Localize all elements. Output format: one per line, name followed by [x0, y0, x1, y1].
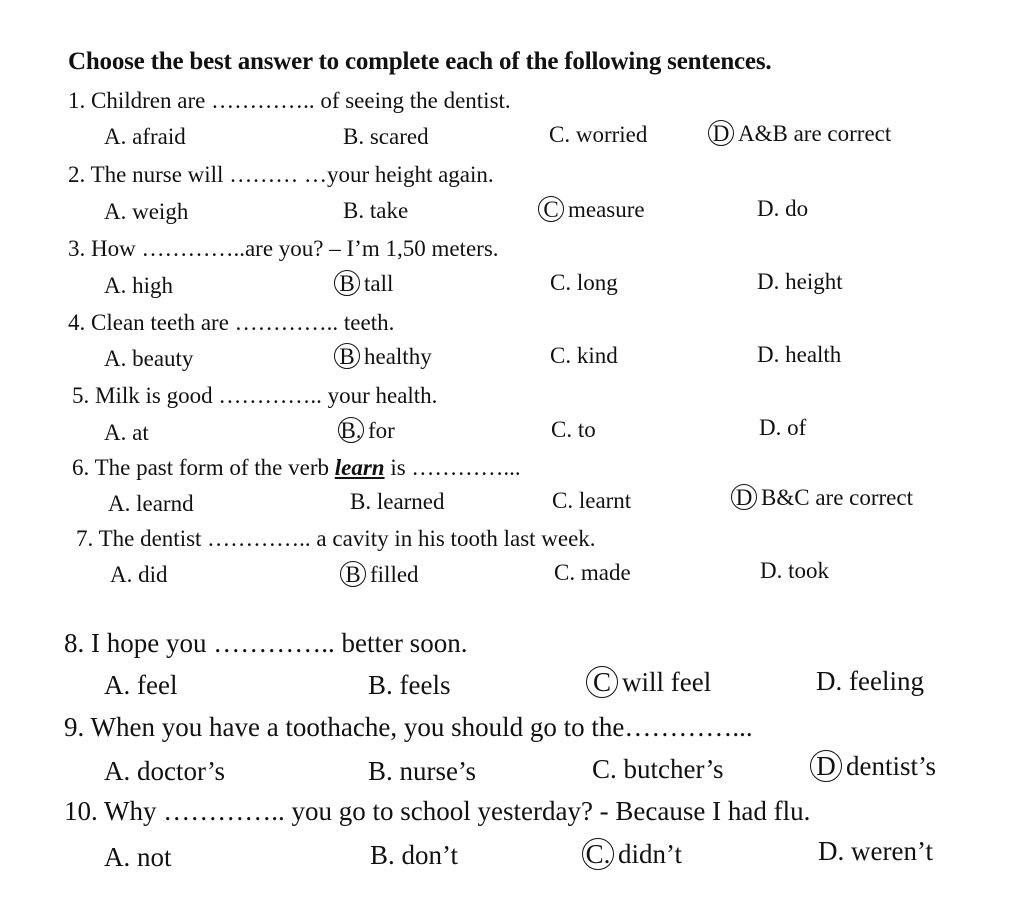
option-4b-correct: B healthy	[338, 343, 432, 370]
option-8d: D. feeling	[816, 666, 924, 696]
option-2b: B. take	[343, 198, 409, 223]
question-1: 1. Children are ………….. of seeing the dentist.	[68, 88, 511, 113]
option-7a: A. did	[110, 562, 168, 587]
option-10b: B. don’t	[370, 840, 459, 870]
answer-circle: D	[731, 484, 757, 510]
answer-circle: C	[586, 666, 618, 698]
option-2d: D. do	[757, 196, 809, 221]
option-7b-correct: B filled	[344, 561, 419, 588]
answer-circle: B.	[338, 417, 364, 443]
answer-circle: D	[810, 750, 842, 782]
question-4: 4. Clean teeth are ………….. teeth.	[68, 310, 395, 335]
answer-circle: B	[340, 561, 366, 587]
question-3: 3. How …………..are you? – I’m 1,50 meters.	[68, 236, 499, 261]
answer-circle: C.	[582, 838, 614, 870]
option-8b: B. feels	[368, 670, 451, 700]
option-10d: D. weren’t	[818, 836, 933, 866]
underlined-verb: learn	[334, 455, 385, 480]
option-6b: B. learned	[350, 489, 445, 514]
option-6c: C. learnt	[552, 488, 632, 513]
answer-circle: B	[334, 343, 360, 369]
option-4a: A. beauty	[104, 346, 194, 371]
option-1c: C. worried	[549, 122, 648, 147]
option-1a: A. afraid	[104, 124, 186, 149]
question-10: 10. Why ………….. you go to school yesterday? - Because I had flu.	[64, 796, 811, 826]
option-7c: C. made	[554, 560, 631, 585]
answer-circle: D	[708, 120, 734, 146]
option-2c-correct: C measure	[542, 196, 645, 223]
option-6d-correct: D B&C are correct	[735, 484, 913, 511]
option-9c: C. butcher’s	[592, 754, 724, 784]
answer-circle: C	[538, 196, 564, 222]
option-2a: A. weigh	[104, 199, 189, 224]
question-8: 8. I hope you ………….. better soon.	[64, 628, 468, 658]
option-3b-correct: B tall	[338, 270, 393, 297]
question-2: 2. The nurse will ……… …your height again.	[68, 162, 494, 187]
option-1d-correct: D A&B are correct	[712, 120, 891, 147]
option-4c: C. kind	[550, 343, 618, 368]
option-8c-correct: C will feel	[590, 666, 711, 698]
option-4d: D. health	[757, 342, 842, 367]
option-3c: C. long	[550, 270, 618, 295]
answer-circle: B	[334, 270, 360, 296]
option-1b: B. scared	[343, 124, 429, 149]
option-9b: B. nurse’s	[368, 756, 476, 786]
option-5b-correct: B. for	[342, 417, 395, 444]
option-9d-correct: D dentist’s	[814, 750, 936, 782]
option-3d: D. height	[757, 269, 843, 294]
question-9: 9. When you have a toothache, you should go to the…………...	[64, 712, 753, 742]
question-6: 6. The past form of the verb learn is …………...	[72, 455, 521, 480]
instructions: Choose the best answer to complete each of the following sentences.	[68, 48, 772, 75]
option-10c-correct: C. didn’t	[586, 838, 682, 870]
option-9a: A. doctor’s	[104, 756, 225, 786]
option-5a: A. at	[104, 420, 149, 445]
option-8a: A. feel	[104, 670, 178, 700]
option-3a: A. high	[104, 273, 173, 298]
option-10a: A. not	[104, 842, 172, 872]
option-5c: C. to	[551, 417, 596, 442]
question-5: 5. Milk is good ………….. your health.	[72, 383, 438, 408]
question-7: 7. The dentist ………….. a cavity in his tooth last week.	[76, 526, 596, 551]
option-6a: A. learnd	[108, 491, 194, 516]
option-7d: D. took	[760, 558, 829, 583]
option-5d: D. of	[759, 415, 807, 440]
